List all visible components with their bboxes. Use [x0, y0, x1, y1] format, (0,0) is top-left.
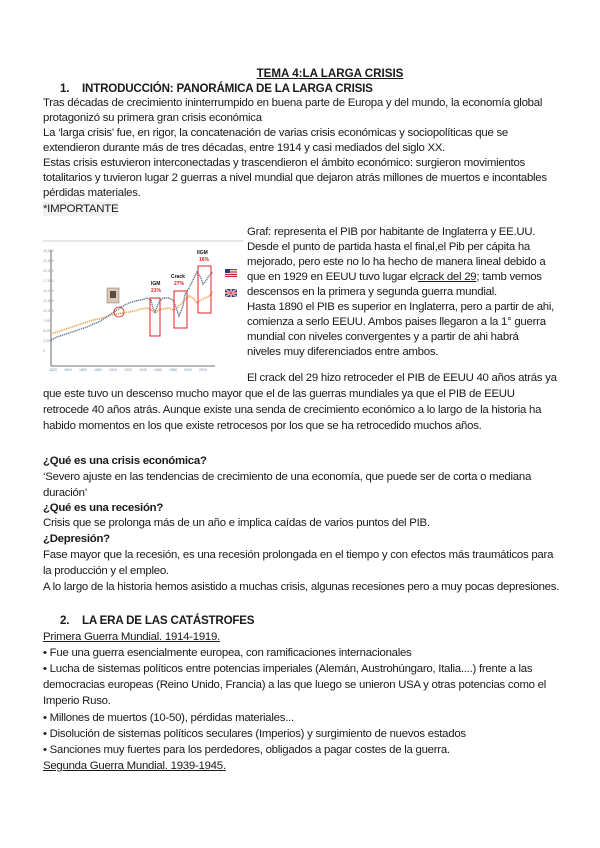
svg-text:IIGM: IIGM: [197, 250, 208, 256]
svg-text:1940: 1940: [139, 368, 147, 372]
svg-text:1880: 1880: [94, 368, 102, 372]
svg-text:21%: 21%: [151, 288, 162, 294]
paragraph-line: extendieron durante más de tres décadas, entre 1914 y casi mediados del siglo XX.: [43, 142, 446, 154]
svg-text:0: 0: [43, 349, 45, 353]
svg-text:10,000: 10,000: [43, 309, 54, 313]
crack-del-29-link: crack del 29: [417, 271, 477, 283]
paragraph-line: Tras décadas de crecimiento ininterrumpido en buena parte de Europa y del mundo, la economía global: [43, 97, 543, 109]
answer-line: Crisis que se prolonga más de un año e implica caídas de varios puntos del PIB.: [43, 517, 430, 529]
paragraph-line: que este tuvo un descenso mucho mayor que el de las guerras mundiales ya que el PIB de EEUU: [43, 388, 515, 400]
paragraph-line: Estas crisis estuvieron interconectadas y trascendieron el ámbito económico: surgieron movimientos: [43, 157, 525, 169]
important-note: *IMPORTANTE: [43, 203, 119, 215]
svg-text:1860: 1860: [79, 368, 87, 372]
svg-text:2020: 2020: [199, 368, 207, 372]
svg-text:1820: 1820: [49, 368, 57, 372]
page-title: TEMA 4:LA LARGA CRISIS: [256, 67, 404, 80]
chart-svg: [43, 238, 243, 372]
svg-text:2,500: 2,500: [43, 339, 52, 343]
us-flag-icon: [225, 269, 237, 277]
paragraph-line: pérdidas materiales.: [43, 187, 141, 199]
svg-text:7,500: 7,500: [43, 319, 52, 323]
svg-text:17,500: 17,500: [43, 279, 54, 283]
svg-text:22,500: 22,500: [43, 259, 54, 263]
answer-line: ‘Severo ajuste en las tendencias de crecimiento de una economía, que puede ser de corta o mediana: [43, 471, 532, 483]
question-crisis: ¿Qué es una crisis económica?: [43, 455, 207, 467]
graph-text-line: que en 1929 en EEUU tuvo lugar elcrack del 29; tamb vemos: [247, 271, 542, 283]
svg-text:1900: 1900: [109, 368, 117, 372]
bullet-line: democracias europeas (Reino Unido, Francia) a las que luego se unieron USA y otras potencias como el: [43, 679, 547, 691]
paragraph-line: retrocede 40 años atrás. Aunque existe una senda de crecimiento económico a lo largo de la historia ha: [43, 404, 542, 416]
graph-text-line: niveles muy diferenciados entre ambos.: [247, 346, 439, 358]
svg-text:1840: 1840: [64, 368, 72, 372]
svg-text:27%: 27%: [174, 281, 185, 287]
bullet-line: • Disolución de sistemas políticos seculares (Imperios) y surgimiento de nuevos estados: [43, 728, 466, 740]
bullet-line: Imperio Ruso.: [43, 695, 111, 707]
paragraph-line: protagonizó su primera gran crisis económica: [43, 112, 262, 124]
graph-text-line: El crack del 29 hizo retroceder el PIB de EEUU 40 años atrás ya: [247, 372, 557, 384]
section-2-heading: 2. LA ERA DE LAS CATÁSTROFES: [60, 614, 255, 627]
bullet-line: • Lucha de sistemas políticos entre potencias imperiales (Alemán, Austrohúngaro, Italia....) frente a las: [43, 663, 533, 675]
uk-flag-icon: [225, 289, 237, 297]
paragraph-line: La ‘larga crisis’ fue, en rigor, la concatenación de varias crisis económicas y sociopolíticas que se: [43, 127, 508, 139]
paragraph-line: totalitarios y tuvieron lugar 2 guerras a nivel mundial que dejaron atrás millones de muertos e incontables: [43, 172, 547, 184]
graph-text-line: descensos en la primera y segunda guerra mundial.: [247, 286, 497, 298]
answer-line: Fase mayor que la recesión, es una recesión prolongada en el tiempo y con efectos más traumáticos para: [43, 549, 554, 561]
section-1-heading: 1. INTRODUCCIÓN: PANORÁMICA DE LA LARGA CRISIS: [60, 82, 373, 95]
svg-text:1920: 1920: [124, 368, 132, 372]
question-recession: ¿Qué es una recesión?: [43, 502, 164, 514]
paragraph-line: habido momentos en los que existe retrocesos por los que se ha retrocedido muchos años.: [43, 420, 482, 432]
svg-text:2000: 2000: [184, 368, 192, 372]
gdp-per-capita-chart: [43, 238, 243, 372]
subheading-ww2: Segunda Guerra Mundial. 1939-1945.: [43, 760, 226, 772]
answer-line: duración’: [43, 487, 87, 499]
graph-text-line: mundial con niveles convergentes y a partir de ahi habrá: [247, 331, 519, 343]
answer-line: la producción y el empleo.: [43, 565, 169, 577]
svg-text:15,000: 15,000: [43, 289, 54, 293]
graph-text-line: Hasta 1890 el PIB es superior en Inglaterra, pero a partir de ahi,: [247, 301, 555, 313]
svg-text:20,000: 20,000: [43, 269, 54, 273]
svg-text:5,000: 5,000: [43, 329, 52, 333]
svg-text:Crack: Crack: [171, 274, 185, 280]
svg-text:IGM: IGM: [151, 281, 161, 287]
graph-text-line: Graf: representa el PIB por habitante de Inglaterra y EE.UU.: [247, 226, 536, 238]
svg-text:25,000: 25,000: [43, 249, 54, 253]
svg-text:1960: 1960: [154, 368, 162, 372]
bullet-line: • Fue una guerra esencialmente europea, con ramificaciones internacionales: [43, 647, 412, 659]
graph-text-line: comienza a serlo EEUU. Ambos paises llegaron a la 1° guerra: [247, 316, 546, 328]
bullet-line: • Millones de muertos (10-50), pérdidas materiales...: [43, 712, 294, 724]
graph-text-line: mejorado, pero este no lo ha hecho de manera lineal debido a: [247, 256, 546, 268]
svg-text:12,500: 12,500: [43, 299, 54, 303]
answer-line: A lo largo de la historia hemos asistido a muchas crisis, algunas recesiones pero a muy pocas depresiones.: [43, 581, 560, 593]
graph-text-line: Desde el punto de partida hasta el final,el Pib per cápita ha: [247, 241, 531, 253]
svg-text:1980: 1980: [169, 368, 177, 372]
subheading-ww1: Primera Guerra Mundial. 1914-1919.: [43, 631, 221, 643]
svg-text:16%: 16%: [199, 257, 210, 263]
bullet-line: • Sanciones muy fuertes para los perdedores, obligados a pagar costes de la guerra.: [43, 744, 450, 756]
question-depression: ¿Depresión?: [43, 533, 110, 545]
